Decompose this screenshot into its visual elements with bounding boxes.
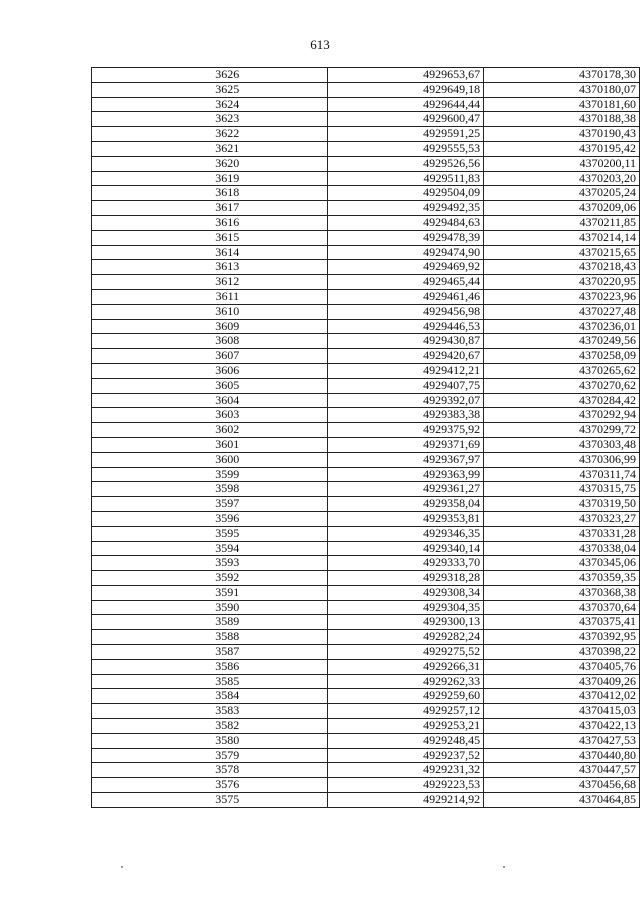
x-coordinate-cell: 4929446,53	[328, 319, 484, 334]
table-row	[92, 82, 640, 97]
point-number-cell: 3591	[92, 585, 328, 600]
table-row	[92, 230, 640, 245]
y-coordinate-cell: 4370227,48	[484, 304, 640, 319]
point-number-cell: 3596	[92, 511, 328, 526]
y-coordinate-cell: 4370398,22	[484, 645, 640, 660]
x-coordinate-cell: 4929392,07	[328, 393, 484, 408]
point-number-cell: 3588	[92, 630, 328, 645]
y-coordinate-cell: 4370392,95	[484, 630, 640, 645]
y-coordinate-cell: 4370178,30	[484, 68, 640, 83]
x-coordinate-cell: 4929300,13	[328, 615, 484, 630]
table-row	[92, 719, 640, 734]
x-coordinate-cell: 4929275,52	[328, 645, 484, 660]
point-number-cell: 3597	[92, 497, 328, 512]
point-number-cell: 3615	[92, 230, 328, 245]
y-coordinate-cell: 4370214,14	[484, 230, 640, 245]
table-row	[92, 304, 640, 319]
table-row	[92, 319, 640, 334]
y-coordinate-cell: 4370236,01	[484, 319, 640, 334]
table-row	[92, 68, 640, 83]
point-number-cell: 3607	[92, 349, 328, 364]
table-row	[92, 541, 640, 556]
x-coordinate-cell: 4929237,52	[328, 748, 484, 763]
point-number-cell: 3578	[92, 763, 328, 778]
x-coordinate-cell: 4929367,97	[328, 452, 484, 467]
table-row	[92, 467, 640, 482]
table-row	[92, 363, 640, 378]
table-row	[92, 260, 640, 275]
x-coordinate-cell: 4929361,27	[328, 482, 484, 497]
table-row	[92, 482, 640, 497]
point-number-cell: 3606	[92, 363, 328, 378]
point-number-cell: 3589	[92, 615, 328, 630]
x-coordinate-cell: 4929383,38	[328, 408, 484, 423]
table-row	[92, 645, 640, 660]
table-row	[92, 437, 640, 452]
x-coordinate-cell: 4929420,67	[328, 349, 484, 364]
point-number-cell: 3604	[92, 393, 328, 408]
y-coordinate-cell: 4370205,24	[484, 186, 640, 201]
x-coordinate-cell: 4929231,32	[328, 763, 484, 778]
y-coordinate-cell: 4370456,68	[484, 778, 640, 793]
y-coordinate-cell: 4370323,27	[484, 511, 640, 526]
point-number-cell: 3609	[92, 319, 328, 334]
table-row	[92, 497, 640, 512]
y-coordinate-cell: 4370405,76	[484, 659, 640, 674]
table-row	[92, 452, 640, 467]
point-number-cell: 3603	[92, 408, 328, 423]
table-row	[92, 630, 640, 645]
table-row	[92, 793, 640, 808]
y-coordinate-cell: 4370190,43	[484, 127, 640, 142]
y-coordinate-cell: 4370181,60	[484, 97, 640, 112]
y-coordinate-cell: 4370345,06	[484, 556, 640, 571]
x-coordinate-cell: 4929304,35	[328, 600, 484, 615]
x-coordinate-cell: 4929353,81	[328, 511, 484, 526]
point-number-cell: 3595	[92, 526, 328, 541]
table-row	[92, 215, 640, 230]
y-coordinate-cell: 4370203,20	[484, 171, 640, 186]
table-row	[92, 127, 640, 142]
y-coordinate-cell: 4370311,74	[484, 467, 640, 482]
x-coordinate-cell: 4929465,44	[328, 275, 484, 290]
point-number-cell: 3611	[92, 289, 328, 304]
x-coordinate-cell: 4929371,69	[328, 437, 484, 452]
point-number-cell: 3579	[92, 748, 328, 763]
point-number-cell: 3583	[92, 704, 328, 719]
coordinates-table	[91, 67, 640, 808]
table-row	[92, 186, 640, 201]
point-number-cell: 3580	[92, 733, 328, 748]
x-coordinate-cell: 4929248,45	[328, 733, 484, 748]
y-coordinate-cell: 4370370,64	[484, 600, 640, 615]
point-number-cell: 3585	[92, 674, 328, 689]
x-coordinate-cell: 4929456,98	[328, 304, 484, 319]
point-number-cell: 3623	[92, 112, 328, 127]
y-coordinate-cell: 4370249,56	[484, 334, 640, 349]
x-coordinate-cell: 4929430,87	[328, 334, 484, 349]
y-coordinate-cell: 4370188,38	[484, 112, 640, 127]
x-coordinate-cell: 4929474,90	[328, 245, 484, 260]
point-number-cell: 3590	[92, 600, 328, 615]
point-number-cell: 3624	[92, 97, 328, 112]
x-coordinate-cell: 4929478,39	[328, 230, 484, 245]
point-number-cell: 3576	[92, 778, 328, 793]
x-coordinate-cell: 4929223,53	[328, 778, 484, 793]
x-coordinate-cell: 4929340,14	[328, 541, 484, 556]
point-number-cell: 3612	[92, 275, 328, 290]
x-coordinate-cell: 4929600,47	[328, 112, 484, 127]
y-coordinate-cell: 4370464,85	[484, 793, 640, 808]
y-coordinate-cell: 4370215,65	[484, 245, 640, 260]
table-body	[92, 68, 640, 808]
x-coordinate-cell: 4929407,75	[328, 378, 484, 393]
point-number-cell: 3626	[92, 68, 328, 83]
point-number-cell: 3575	[92, 793, 328, 808]
page-number: 613	[310, 37, 330, 52]
point-number-cell: 3582	[92, 719, 328, 734]
x-coordinate-cell: 4929591,25	[328, 127, 484, 142]
x-coordinate-cell: 4929492,35	[328, 201, 484, 216]
point-number-cell: 3605	[92, 378, 328, 393]
x-coordinate-cell: 4929363,99	[328, 467, 484, 482]
y-coordinate-cell: 4370447,57	[484, 763, 640, 778]
x-coordinate-cell: 4929412,21	[328, 363, 484, 378]
table-row	[92, 275, 640, 290]
x-coordinate-cell: 4929469,92	[328, 260, 484, 275]
x-coordinate-cell: 4929318,28	[328, 571, 484, 586]
y-coordinate-cell: 4370299,72	[484, 423, 640, 438]
y-coordinate-cell: 4370211,85	[484, 215, 640, 230]
y-coordinate-cell: 4370284,42	[484, 393, 640, 408]
table-row	[92, 585, 640, 600]
y-coordinate-cell: 4370427,53	[484, 733, 640, 748]
table-row	[92, 674, 640, 689]
table-row	[92, 778, 640, 793]
x-coordinate-cell: 4929346,35	[328, 526, 484, 541]
y-coordinate-cell: 4370292,94	[484, 408, 640, 423]
table-row	[92, 245, 640, 260]
table-row	[92, 141, 640, 156]
point-number-cell: 3593	[92, 556, 328, 571]
x-coordinate-cell: 4929461,46	[328, 289, 484, 304]
table-row	[92, 704, 640, 719]
x-coordinate-cell: 4929358,04	[328, 497, 484, 512]
point-number-cell: 3584	[92, 689, 328, 704]
point-number-cell: 3620	[92, 156, 328, 171]
y-coordinate-cell: 4370200,11	[484, 156, 640, 171]
x-coordinate-cell: 4929333,70	[328, 556, 484, 571]
x-coordinate-cell: 4929555,53	[328, 141, 484, 156]
x-coordinate-cell: 4929649,18	[328, 82, 484, 97]
y-coordinate-cell: 4370359,35	[484, 571, 640, 586]
y-coordinate-cell: 4370209,06	[484, 201, 640, 216]
table-row	[92, 349, 640, 364]
point-number-cell: 3616	[92, 215, 328, 230]
point-number-cell: 3622	[92, 127, 328, 142]
x-coordinate-cell: 4929644,44	[328, 97, 484, 112]
table-row	[92, 408, 640, 423]
x-coordinate-cell: 4929253,21	[328, 719, 484, 734]
y-coordinate-cell: 4370223,96	[484, 289, 640, 304]
point-number-cell: 3617	[92, 201, 328, 216]
x-coordinate-cell: 4929282,24	[328, 630, 484, 645]
table-row	[92, 378, 640, 393]
table-row	[92, 600, 640, 615]
x-coordinate-cell: 4929504,09	[328, 186, 484, 201]
x-coordinate-cell: 4929262,33	[328, 674, 484, 689]
scan-speck	[503, 866, 505, 868]
point-number-cell: 3614	[92, 245, 328, 260]
point-number-cell: 3598	[92, 482, 328, 497]
x-coordinate-cell: 4929259,60	[328, 689, 484, 704]
point-number-cell: 3599	[92, 467, 328, 482]
y-coordinate-cell: 4370315,75	[484, 482, 640, 497]
table-row	[92, 733, 640, 748]
y-coordinate-cell: 4370220,95	[484, 275, 640, 290]
point-number-cell: 3625	[92, 82, 328, 97]
x-coordinate-cell: 4929214,92	[328, 793, 484, 808]
y-coordinate-cell: 4370409,26	[484, 674, 640, 689]
x-coordinate-cell: 4929653,67	[328, 68, 484, 83]
point-number-cell: 3586	[92, 659, 328, 674]
point-number-cell: 3602	[92, 423, 328, 438]
table-row	[92, 615, 640, 630]
point-number-cell: 3608	[92, 334, 328, 349]
table-row	[92, 763, 640, 778]
table-row	[92, 659, 640, 674]
table-row	[92, 511, 640, 526]
table-row	[92, 171, 640, 186]
point-number-cell: 3618	[92, 186, 328, 201]
point-number-cell: 3600	[92, 452, 328, 467]
point-number-cell: 3587	[92, 645, 328, 660]
table-row	[92, 526, 640, 541]
y-coordinate-cell: 4370218,43	[484, 260, 640, 275]
y-coordinate-cell: 4370258,09	[484, 349, 640, 364]
y-coordinate-cell: 4370180,07	[484, 82, 640, 97]
x-coordinate-cell: 4929511,83	[328, 171, 484, 186]
y-coordinate-cell: 4370368,38	[484, 585, 640, 600]
y-coordinate-cell: 4370331,28	[484, 526, 640, 541]
table-row	[92, 112, 640, 127]
y-coordinate-cell: 4370440,80	[484, 748, 640, 763]
point-number-cell: 3592	[92, 571, 328, 586]
table-row	[92, 156, 640, 171]
y-coordinate-cell: 4370338,04	[484, 541, 640, 556]
point-number-cell: 3613	[92, 260, 328, 275]
point-number-cell: 3610	[92, 304, 328, 319]
table-row	[92, 289, 640, 304]
point-number-cell: 3619	[92, 171, 328, 186]
x-coordinate-cell: 4929484,63	[328, 215, 484, 230]
y-coordinate-cell: 4370195,42	[484, 141, 640, 156]
x-coordinate-cell: 4929257,12	[328, 704, 484, 719]
point-number-cell: 3594	[92, 541, 328, 556]
y-coordinate-cell: 4370415,03	[484, 704, 640, 719]
y-coordinate-cell: 4370265,62	[484, 363, 640, 378]
table-row	[92, 393, 640, 408]
table-row	[92, 97, 640, 112]
table-row	[92, 571, 640, 586]
y-coordinate-cell: 4370375,41	[484, 615, 640, 630]
y-coordinate-cell: 4370412,02	[484, 689, 640, 704]
x-coordinate-cell: 4929375,92	[328, 423, 484, 438]
y-coordinate-cell: 4370319,50	[484, 497, 640, 512]
table-row	[92, 556, 640, 571]
table-row	[92, 423, 640, 438]
y-coordinate-cell: 4370270,62	[484, 378, 640, 393]
table-row	[92, 748, 640, 763]
table-row	[92, 689, 640, 704]
x-coordinate-cell: 4929308,34	[328, 585, 484, 600]
x-coordinate-cell: 4929526,56	[328, 156, 484, 171]
table-row	[92, 334, 640, 349]
x-coordinate-cell: 4929266,31	[328, 659, 484, 674]
y-coordinate-cell: 4370422,13	[484, 719, 640, 734]
point-number-cell: 3601	[92, 437, 328, 452]
y-coordinate-cell: 4370306,99	[484, 452, 640, 467]
point-number-cell: 3621	[92, 141, 328, 156]
scan-speck	[121, 866, 123, 868]
table-row	[92, 201, 640, 216]
y-coordinate-cell: 4370303,48	[484, 437, 640, 452]
